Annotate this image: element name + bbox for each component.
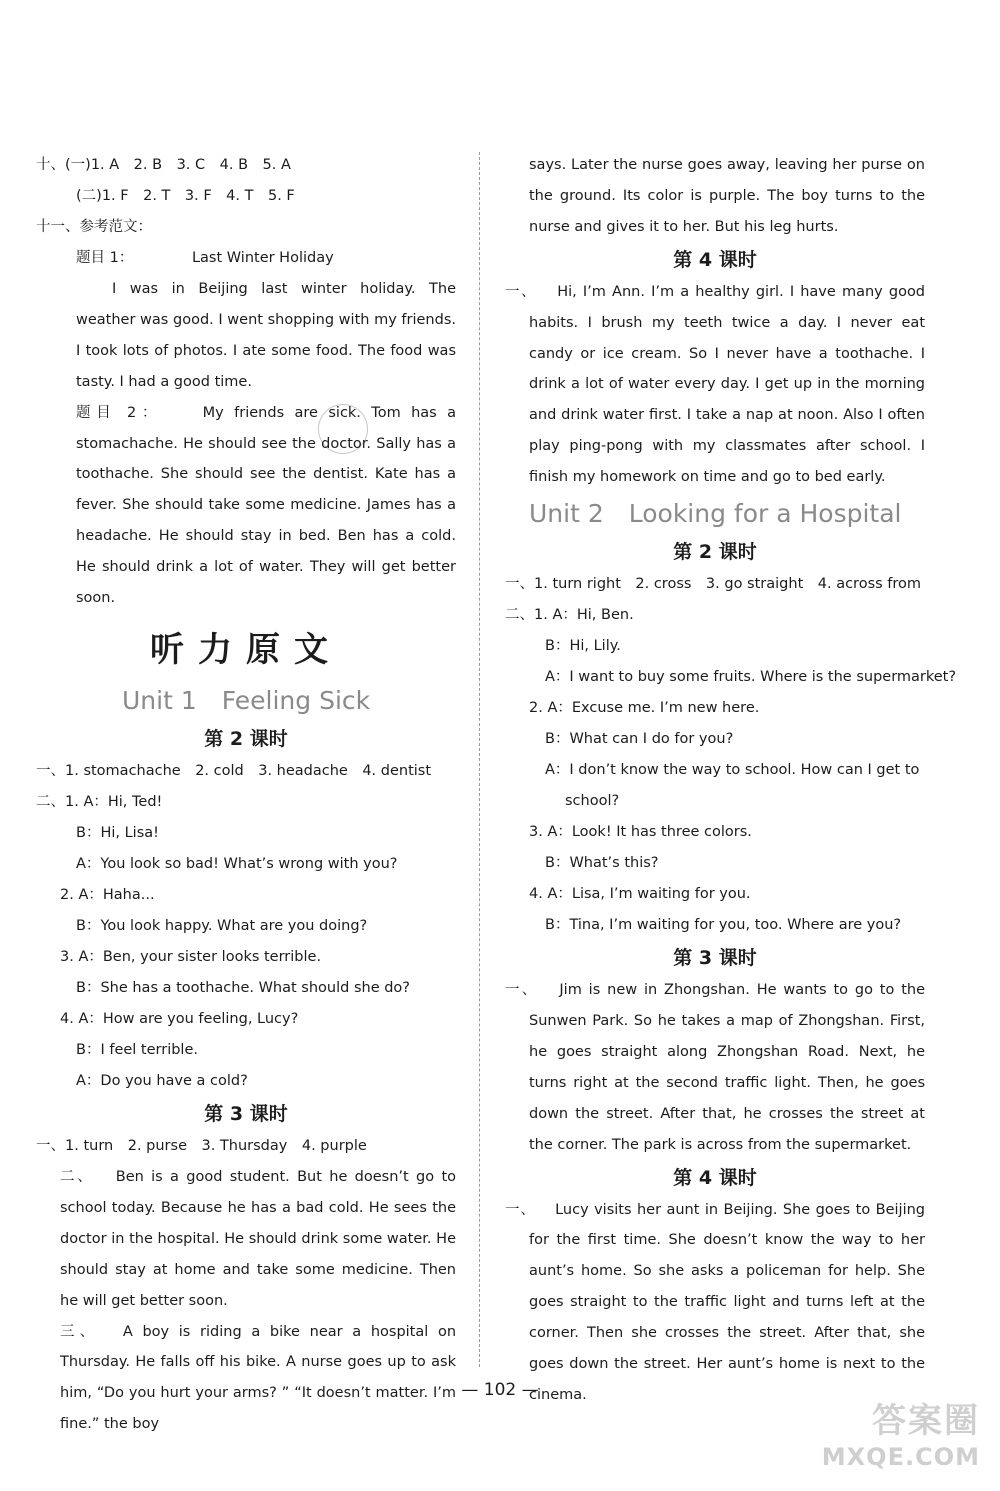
lesson-3-heading: 第 3 课时 (673, 947, 757, 970)
q-label: 一、 (505, 1201, 536, 1218)
q-label: 二、 (60, 1168, 95, 1185)
passage-text: Jim is new in Zhongshan. He wants to go to the Sunwen Park. So he takes a map of Zhongshan. First, he goes straight along Zhongshan Road. Next, he turns right at the second traffic light. Then, he goes down the street. After that, he crosses the street at the corner. The park is across from the supermarket. (529, 982, 926, 1153)
lesson-2-heading: 第 2 课时 (204, 727, 288, 750)
passage-2 (36, 1162, 456, 1317)
dialogue-line: B：Hi, Lisa! (76, 824, 159, 841)
passage-unit2-lesson4 (505, 1195, 925, 1411)
dialogue-line: B：What’s this? (545, 855, 659, 872)
dialogue-line: B：She has a toothache. What should she do? (76, 979, 410, 996)
dialogue-line: school? (565, 793, 620, 810)
dialogue-line: 2. A：Haha... (60, 886, 155, 903)
q-label: 一、 (505, 283, 538, 300)
dialogue-line: B：I feel terrible. (76, 1041, 198, 1058)
topic2-label: 题目 2： (76, 404, 163, 421)
dialogue-line: 4. A：Lisa, I’m waiting for you. (529, 886, 751, 903)
passage-continued: says. Later the nurse goes away, leaving her purse on the ground. Its color is purple. The boy turns to the nurse and gives it to her. But his leg hurts. (529, 157, 925, 235)
q1: 一、1. turn right 2. cross 3. go straight 4. across from (505, 576, 922, 593)
passage-unit2-lesson3 (505, 975, 925, 1160)
lesson-4-heading: 第 4 课时 (673, 1166, 757, 1189)
dialogue-line: B：Hi, Lily. (545, 638, 621, 655)
essay-2-block (36, 398, 456, 614)
watermark-logo (800, 1400, 980, 1480)
dialogue-line: 4. A：How are you feeling, Lucy? (60, 1010, 299, 1027)
topic1-label: 题目 1： (76, 250, 134, 266)
passage-2-text: Ben is a good student. But he doesn’t go to school today. Because he has a bad cold. He sees the doctor in the hospital. He should drink some water. He should stay at home and take some medicine. Then he will get better soon. (60, 1168, 456, 1309)
passage-3-text: A boy is riding a bike near a hospital on Thursday. He falls off his bike. A nurse goes up to ask him, “Do you hurt your arms? ” “It doesn’t matter. I’m fine.” the boy (60, 1323, 457, 1433)
column-divider (479, 152, 480, 1367)
answer-10-part2: (二)1. F 2. T 3. F 4. T 5. F (76, 188, 295, 204)
page-number: — 102 — (461, 1380, 539, 1400)
topic1-heading (36, 243, 456, 274)
dialogue-line: B：You look happy. What are you doing? (76, 917, 368, 934)
q1: 一、1. stomachache 2. cold 3. headache 4. dentist (36, 762, 432, 779)
dialogue-line: B：Tina, I’m waiting for you, too. Where are you? (545, 917, 902, 934)
dialogue-line: A：Do you have a cold? (76, 1072, 248, 1089)
dialogue-line: 3. A：Ben, your sister looks terrible. (60, 948, 322, 965)
topic1-title: Last Winter Holiday (191, 250, 334, 266)
dialogue-line: 2. A：Excuse me. I’m new here. (529, 700, 760, 717)
lesson-3-heading: 第 3 课时 (204, 1102, 288, 1125)
dialogue-line: A：I don’t know the way to school. How can I get to (545, 762, 920, 779)
answer-10: 十、(一)1. A 2. B 3. C 4. B 5. A (36, 157, 291, 173)
passage-unit1-lesson4 (505, 277, 925, 493)
watermark-text-top: 答案圈 (872, 1401, 980, 1441)
dialogue-line: 二、1. A：Hi, Ted! (36, 793, 163, 810)
passage-text: Hi, I’m Ann. I’m a healthy girl. I have many good habits. I brush my teeth twice a day. I never eat candy or ice cream. So I never have a toothache. I drink a lot of water every day. I get up in the morning and drink water first. I take a nap at noon. Also I often play ping-pong with my classmates after school. I finish my homework on time and go to bed early. (529, 283, 926, 486)
dialogue-line: 二、1. A：Hi, Ben. (505, 607, 634, 624)
dialogue-line: A：You look so bad! What’s wrong with you? (76, 855, 398, 872)
left-column (36, 150, 456, 1440)
watermark-text-bottom: MXQE.COM (821, 1443, 980, 1471)
unit-1-title: Unit 1 Feeling Sick (122, 685, 371, 715)
q1: 一、1. turn 2. purse 3. Thursday 4. purple (36, 1137, 367, 1154)
passage-text: Lucy visits her aunt in Beijing. She goes to Beijing for the first time. She doesn’t know the way to her aunt’s home. So she asks a policeman for help. She goes straight to the traffic light and turns left at the corner. Then she crosses the street. After that, she goes down the street. Her aunt’s home is next to the cinema. (529, 1201, 925, 1403)
unit-2-title: Unit 2 Looking for a Hospital (529, 499, 902, 529)
q-label: 三、 (60, 1323, 100, 1340)
essay-1: I was in Beijing last winter holiday. The weather was good. I went shopping with my friends. I took lots of photos. I ate some food. The food was tasty. I had a good time. (76, 281, 456, 390)
dialogue-line: A：I want to buy some fruits. Where is the supermarket? (545, 669, 957, 686)
q-label: 一、 (505, 982, 539, 999)
dialogue-line: 3. A：Look! It has three colors. (529, 824, 752, 841)
dialogue-line: B：What can I do for you? (545, 731, 734, 748)
right-column (505, 150, 957, 1411)
lesson-2-heading: 第 2 课时 (673, 541, 757, 564)
lesson-4-heading: 第 4 课时 (673, 248, 757, 271)
answer-11-heading: 十一、参考范文： (36, 219, 152, 235)
passage-3 (36, 1317, 456, 1441)
essay-2: My friends are sick. Tom has a stomachache. He should see the doctor. Sally has a toothache. She should see the dentist. Kate has a fever. She should take some medicine. James has a headache. He should stay in bed. Ben has a cold. He should drink a lot of water. They will get better soon. (76, 404, 457, 607)
section-title: 听力原文 (150, 629, 342, 670)
